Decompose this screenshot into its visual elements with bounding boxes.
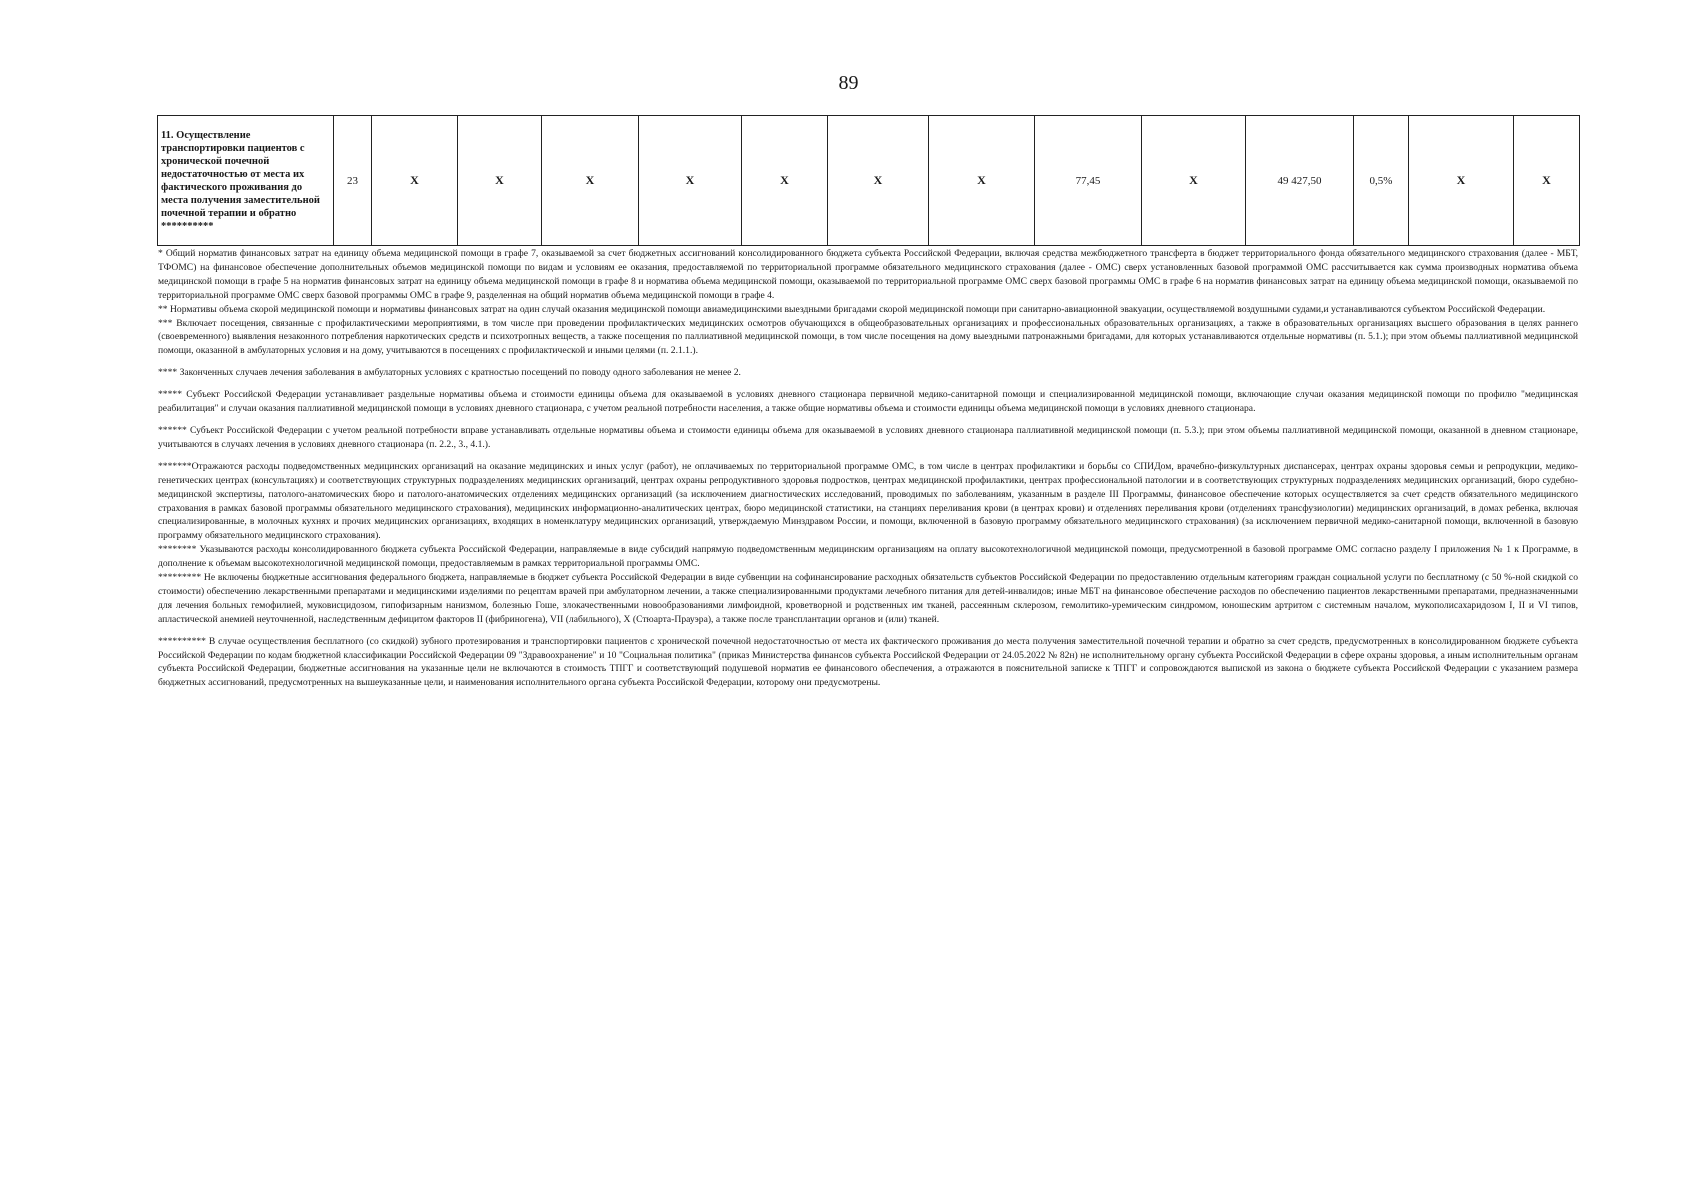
table-cell: X <box>542 116 639 246</box>
table-cell: X <box>1514 116 1580 246</box>
footnote: * Общий норматив финансовых затрат на единицу объема медицинской помощи в графе 7, оказываемой за счет бюджетных ассигнований консолидированного бюджета субъекта Российской Федерации, включая средства межбюджетного трансферта в бюджет территориального фонда обязательного медицинского страхования (далее - МБТ, ТФОМС) на финансовое обеспечение дополнительных объемов медицинской помощи по видам и условиям ее оказания, предоставляемой по территориальной программе обязательного медицинского страхования (далее - ОМС) сверх установленных базовой программой ОМС рассчитывается как сумма производных норматива объема медицинской помощи в графе 5 на норматив финансовых затрат на единицу объема медицинской помощи в графе 8 и норматива объема медицинской помощи, оказываемой по территориальной программе ОМС сверх базовой программы ОМС в графе 6 на норматив финансовых затрат на единицу объема медицинской помощи, оказываемой по территориальной программе ОМС сверх базовой программы ОМС в графе 9, разделенная на общий норматив объема медицинской помощи в графе 4. <box>158 248 1578 301</box>
page-number: 89 <box>838 72 859 94</box>
table-cell: X <box>1142 116 1246 246</box>
footnote: ******** Указываются расходы консолидированного бюджета субъекта Российской Федерации, направляемые в виде субсидий напрямую подведомственным медицинским организациям на оплату высокотехнологичной медицинской помощи, предусмотренной в базовой программе ОМС согласно разделу I приложения № 1 к Программе, в дополнение к объемам высокотехнологичной медицинской помощи, предоставляемым в рамках территориальной программы ОМС. <box>158 544 1578 570</box>
footnote: ***** Субъект Российской Федерации устанавливает раздельные нормативы объема и стоимости единицы объема для оказываемой в условиях дневного стационара первичной медико-санитарной помощи и специализированной медицинской помощи, включающие случаи оказания медицинской помощи по профилю "медицинская реабилитация" и случаи оказания паллиативной медицинской помощи в условиях дневного стационара, с учетом реальной потребности населения, а также общие нормативы объема и стоимости единицы объема медицинской помощи в условиях дневного стационара. <box>158 389 1578 415</box>
table-cell: X <box>639 116 742 246</box>
footnote: ** Нормативы объема скорой медицинской помощи и нормативы финансовых затрат на один случай оказания медицинской помощи авиамедицинскими выездными бригадами скорой медицинской помощи при санитарно-авиационной эвакуации, осуществляемой воздушными судами,и устанавливаются субъектом Российской Федерации. <box>158 303 1546 315</box>
table-cell: X <box>458 116 542 246</box>
row-label: 11. Осуществление транспортировки пациентов с хронической почечной недостаточностью от места их фактического проживания до места получения заместительной почечной терапии и обратно ********** <box>158 116 334 246</box>
footnote: ********* Не включены бюджетные ассигнования федерального бюджета, направляемые в бюджет субъекта Российской Федерации в виде субвенции на софинансирование расходных обязательств субъектов Российской Федерации по предоставлению отдельным категориям граждан социальной услуги по бесплатному (с 50 %-ной скидкой со стоимости) обеспечению лекарственными препаратами и медицинскими изделиями по рецептам врачей при амбулаторном лечении, а также специализированными продуктами лечебного питания для детей-инвалидов; иные МБТ на финансовое обеспечение расходов по обеспечению пациентов лекарственными препаратами, предназначенными для лечения больных гемофилией, муковисцидозом, гипофизарным нанизмом, болезнью Гоше, злокачественными новообразованиями лимфоидной, кроветворной и родственных им тканей, рассеянным склерозом, гемолитико-уремическим синдромом, юношеским артритом с системным началом, мукополисахаридозом I, II и VI типов, апластической анемией неуточненной, наследственным дефицитом факторов II (фибриногена), VII (лабильного), X (Стюарта-Прауэра), а также после трансплантации органов и (или) тканей. <box>158 572 1578 625</box>
footnote: *******Отражаются расходы подведомственных медицинских организаций на оказание медицинских и иных услуг (работ), не оплачиваемых по территориальной программе ОМС, в том числе в центрах профилактики и борьбы со СПИДом, врачебно-физкультурных диспансерах, центрах охраны здоровья семьи и репродукции, медико-генетических центрах (консультациях) и соответствующих структурных подразделениях медицинских организаций, центрах охраны репродуктивного здоровья подростков, центрах медицинской профилактики, центрах профессиональной патологии и в соответствующих структурных подразделениях медицинских организаций, бюро судебно-медицинской экспертизы, патолого-анатомических бюро и патолого-анатомических отделениях медицинских организаций (за исключением диагностических исследований, проводимых по заболеваниям, указанным в разделе III Программы, финансовое обеспечение которых осуществляется за счет средств обязательного медицинского страхования в рамках базовой программы обязательного медицинского страхования), медицинских информационно-аналитических центрах, бюро медицинской статистики, на станциях переливания крови (в центрах крови) и отделениях переливания крови (отделениях трансфузиологии) медицинских организаций, в домах ребенка, включая специализированные, в молочных кухнях и прочих медицинских организациях, входящих в номенклатуру медицинских организаций, утверждаемую Минздравом России, и помощи, включенной в базовую программу обязательного медицинского страхования) (за исключением первичной медико-санитарной помощи, включенной в базовую программу обязательного медицинского страхования). <box>158 460 1578 542</box>
table-cell: 49 427,50 <box>1246 116 1354 246</box>
footnote: **** Законченных случаев лечения заболевания в амбулаторных условиях с кратностью посещений по поводу одного заболевания не менее 2. <box>158 367 741 379</box>
footnote: ****** Субъект Российской Федерации с учетом реальной потребности вправе устанавливать отдельные нормативы объема и стоимости единицы объема для оказываемой в условиях дневного стационара паллиативной медицинской помощи (п. 5.3.); при этом объемы паллиативной медицинской помощи, оказанной в дневном стационаре, учитываются в случаях лечения в условиях дневного стационара (п. 2.2., 3., 4.1.). <box>158 424 1578 450</box>
data-table <box>157 115 1580 246</box>
table-row <box>158 116 1580 246</box>
table-cell: 23 <box>334 116 372 246</box>
table-cell: X <box>828 116 929 246</box>
table-cell: X <box>929 116 1035 246</box>
table-cell: X <box>742 116 828 246</box>
table-cell: X <box>372 116 458 246</box>
footnotes <box>158 247 1578 690</box>
footnote: ********** В случае осуществления бесплатного (со скидкой) зубного протезирования и транспортировки пациентов с хронической почечной недостаточностью от места их фактического проживания до места получения заместительной почечной терапии и обратно за счет средств, предусмотренных в консолидированном бюджете субъекта Российской Федерации по кодам бюджетной классификации Российской Федерации 09 "Здравоохранение" и 10 "Социальная политика" (приказ Министерства финансов субъекта Российской Федерации от 24.05.2022 № 82н) не исполнительному органу субъекта Российской Федерации в сфере охраны здоровья, а иным исполнительным органам субъекта Российской Федерации, бюджетные ассигнования на указанные цели не включаются в стоимость ТПГГ и соответствующий подушевой норматив ее финансового обеспечения, а отражаются в пояснительной записке к ТПГГ и сопровождаются выпиской из закона о бюджете субъекта Российской Федерации с указанием размера бюджетных ассигнований, предусмотренных на вышеуказанные цели, и наименования исполнительного органа субъекта Российской Федерации, которому они предусмотрены. <box>158 635 1578 689</box>
table-cell: 77,45 <box>1035 116 1142 246</box>
table-cell: X <box>1409 116 1514 246</box>
footnote: *** Включает посещения, связанные с профилактическими мероприятиями, в том числе при проведении профилактических медицинских осмотров обучающихся в общеобразовательных организациях и профессиональных образовательных организациях, а также в образовательных организациях высшего образования в целях раннего (своевременного) выявления незаконного потребления наркотических средств и психотропных веществ, а также посещения по паллиативной медицинской помощи, в том числе посещения на дому выездными патронажными бригадами, для которых устанавливаются отдельные нормативы (п. 5.1.); при этом объемы паллиативной медицинской помощи, оказанной в амбулаторных условия и на дому, учитываются в посещениях с профилактической и иными целями (п. 2.1.1.). <box>158 317 1578 357</box>
table-cell: 0,5% <box>1354 116 1409 246</box>
